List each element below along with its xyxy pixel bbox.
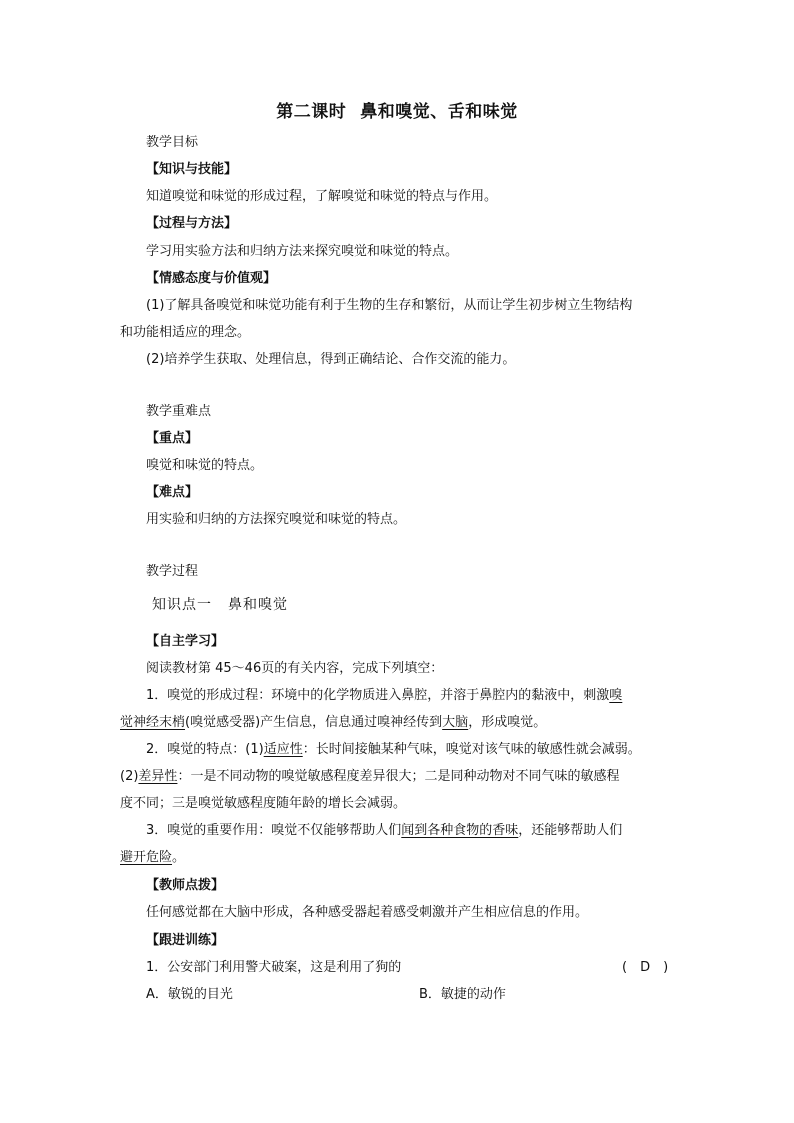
item1-blank1-part2: 觉神经末梢 bbox=[120, 715, 186, 730]
key-text: 嗅觉和味觉的特点。 bbox=[146, 458, 264, 473]
question1-option-a: A．敏锐的目光 bbox=[146, 987, 233, 1002]
item3-text-a: 3．嗅觉的重要作用：嗅觉不仅能够帮助人们 bbox=[146, 823, 402, 838]
process-method-heading: 【过程与方法】 bbox=[146, 216, 238, 231]
self-study-intro: 阅读教材第 45～46页的有关内容，完成下列填空： bbox=[146, 661, 444, 676]
item1-blank1-part1: 嗅 bbox=[609, 688, 623, 703]
emotion-item2: (2)培养学生获取、处理信息，得到正确结论、合作交流的能力。 bbox=[146, 352, 516, 367]
item1-text-b: (嗅觉感受器)产生信息，信息通过嗅神经传到 bbox=[185, 715, 443, 730]
process-heading: 教学过程 bbox=[146, 564, 199, 579]
item2-text-b: ：长时间接触某种气味，嗅觉对该气味的敏感性就会减弱。 bbox=[302, 742, 641, 757]
process-method-text: 学习用实验方法和归纳方法来探究嗅觉和味觉的特点。 bbox=[146, 244, 459, 259]
emotion-item1-line1: (1)了解具备嗅觉和味觉功能有利于生物的生存和繁衍，从而让学生初步树立生物结构 bbox=[146, 298, 633, 313]
item3-blank1: 闻到各种食物的香味 bbox=[401, 823, 519, 838]
difficult-text: 用实验和归纳的方法探究嗅觉和味觉的特点。 bbox=[146, 512, 407, 527]
item3-text-c: 。 bbox=[172, 850, 186, 865]
item2-text-d: ：一是不同动物的嗅觉敏感程度差异很大；二是同种动物对不同气味的敏感程 bbox=[177, 769, 620, 784]
item3-text-b: ，还能够帮助人们 bbox=[518, 823, 623, 838]
item2-blank1: 适应性 bbox=[263, 742, 303, 757]
question1-answer: ( D ) bbox=[622, 960, 669, 975]
item3-line1 bbox=[146, 821, 622, 841]
self-study-heading: 【自主学习】 bbox=[146, 634, 225, 649]
knowledge-point-heading bbox=[152, 595, 288, 615]
item3-line2 bbox=[120, 848, 185, 868]
emotion-heading: 【情感态度与价值观】 bbox=[146, 271, 277, 286]
item2-line2 bbox=[120, 767, 619, 787]
objectives-heading: 教学目标 bbox=[146, 135, 199, 150]
knowledge-text: 知道嗅觉和味觉的形成过程，了解嗅觉和味觉的特点与作用。 bbox=[146, 189, 498, 204]
emotion-item1-line2: 和功能相适应的理念。 bbox=[120, 325, 251, 340]
item2-blank2: 差异性 bbox=[138, 769, 178, 784]
difficult-heading: 【难点】 bbox=[146, 485, 199, 500]
item3-blank2: 避开危险 bbox=[120, 850, 173, 865]
knowledge-point-title: 鼻和嗅觉 bbox=[228, 597, 288, 613]
item1-line1 bbox=[146, 686, 622, 706]
practice-heading: 【跟进训练】 bbox=[146, 933, 225, 948]
item1-line2 bbox=[120, 713, 546, 733]
teacher-heading: 【教师点拨】 bbox=[146, 878, 225, 893]
item2-text-a: 2．嗅觉的特点：(1) bbox=[146, 742, 264, 757]
key-points-heading: 教学重难点 bbox=[146, 404, 212, 419]
question1-option-b: B．敏捷的动作 bbox=[419, 987, 506, 1002]
question1-stem: 1．公安部门利用警犬破案，这是利用了狗的 bbox=[146, 960, 402, 975]
item1-blank2: 大脑 bbox=[442, 715, 469, 730]
page-title bbox=[0, 97, 794, 122]
key-heading: 【重点】 bbox=[146, 431, 199, 446]
item1-text-a: 1．嗅觉的形成过程：环境中的化学物质进入鼻腔，并溶于鼻腔内的黏液中，刺激 bbox=[146, 688, 610, 703]
title-topic: 鼻和嗅觉、舌和味觉 bbox=[360, 102, 518, 122]
title-lesson: 第二课时 bbox=[276, 102, 347, 122]
item2-line1 bbox=[146, 740, 641, 760]
item2-line3: 度不同；三是嗅觉敏感程度随年龄的增长会减弱。 bbox=[120, 796, 407, 811]
item2-text-c: (2) bbox=[120, 769, 139, 784]
item1-text-c: ，形成嗅觉。 bbox=[468, 715, 547, 730]
knowledge-heading: 【知识与技能】 bbox=[146, 162, 238, 177]
knowledge-point-label: 知识点一 bbox=[152, 597, 212, 613]
teacher-text: 任何感觉都在大脑中形成，各种感受器起着感受刺激并产生相应信息的作用。 bbox=[146, 905, 589, 920]
